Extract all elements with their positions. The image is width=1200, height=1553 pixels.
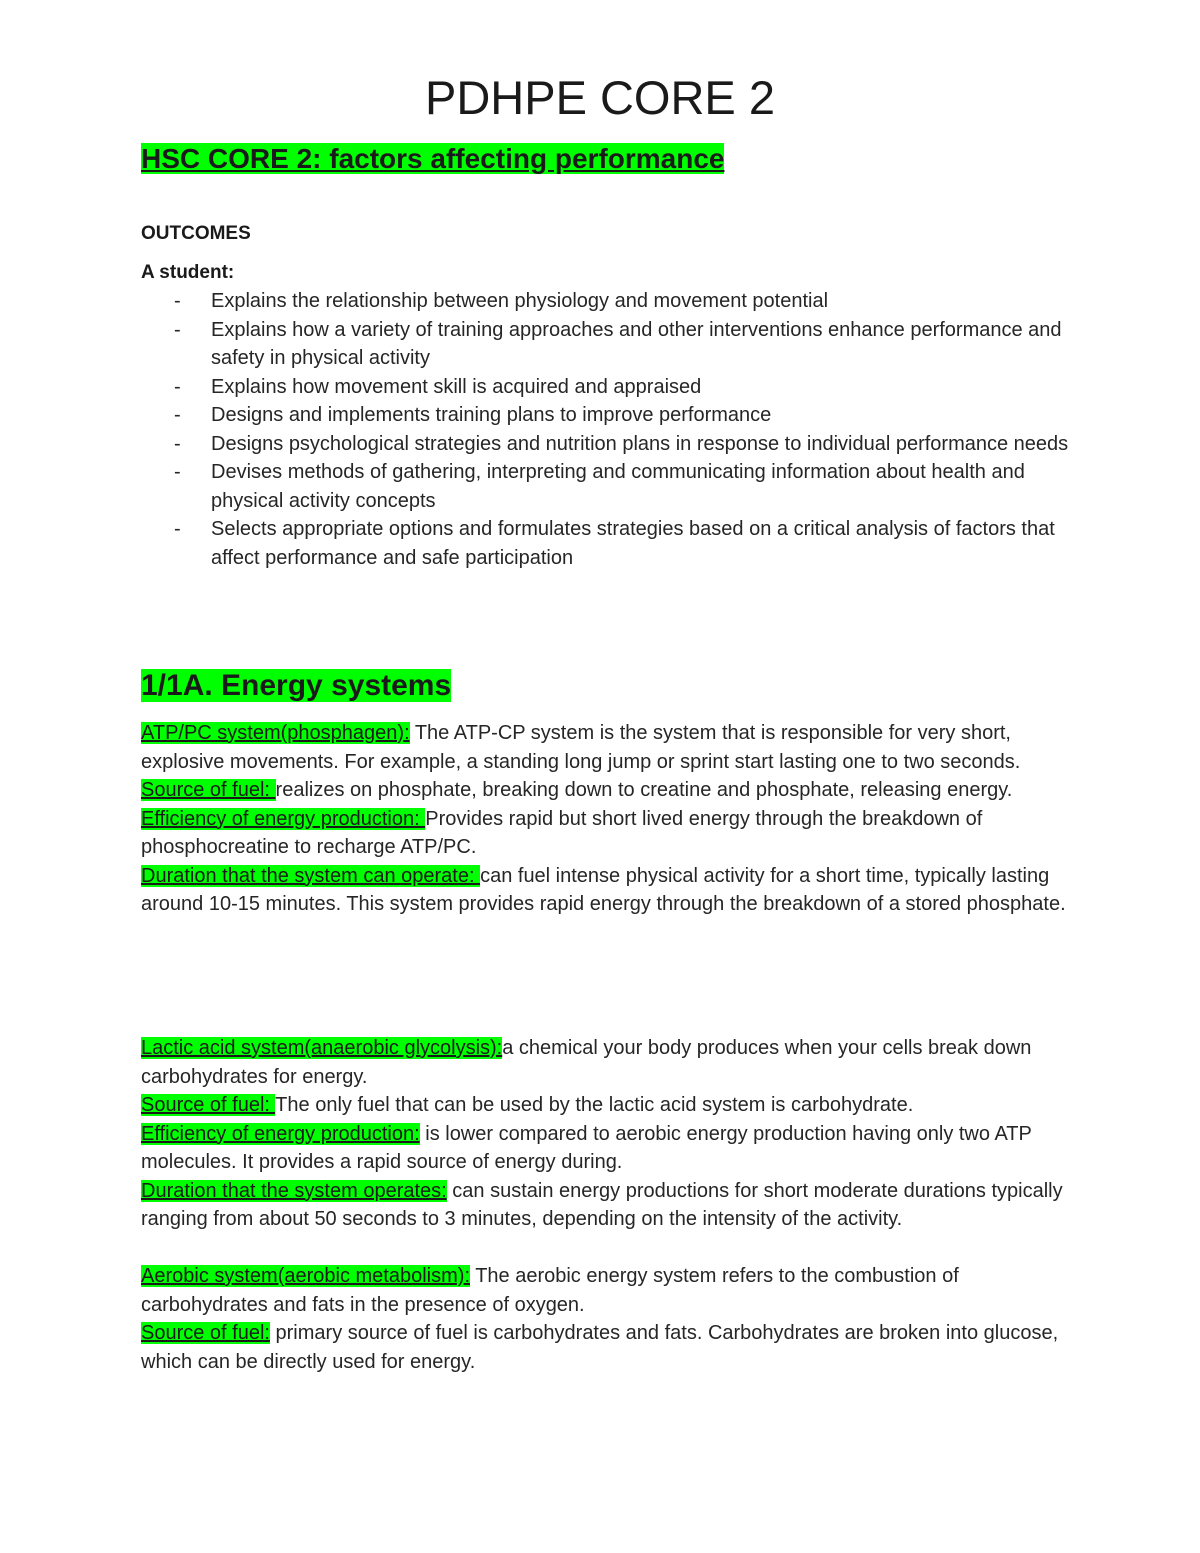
atp-pc-fuel-text: realizes on phosphate, breaking down to creatine and phosphate, releasing energy. <box>275 779 1013 801</box>
list-bullet: - <box>174 375 181 398</box>
lactic-acid-section <box>141 1034 1071 1234</box>
outcomes-list <box>141 287 1071 572</box>
atp-pc-system-label: ATP/PC system(phosphagen): <box>141 722 410 744</box>
lactic-duration-label: Duration that the system operates: <box>141 1179 447 1202</box>
aerobic-system-text: The aerobic energy system refers to the combustion of carbohydrates and fats in the presence of oxygen. <box>141 1265 959 1316</box>
list-item-text: Devises methods of gathering, interpreting and communicating information about health and physical activity concepts <box>211 461 1025 512</box>
section-heading-text: HSC CORE 2: factors affecting performance <box>141 143 725 174</box>
aerobic-fuel-text: primary source of fuel is carbohydrates and fats. Carbohydrates are broken into glucose, which can be directly used for energy. <box>141 1322 1059 1373</box>
energy-systems-heading-text: 1/1A. Energy systems <box>141 669 452 702</box>
lactic-fuel-paragraph <box>141 1091 1071 1120</box>
lactic-duration-paragraph <box>141 1177 1071 1234</box>
atp-pc-duration-text: can fuel intense physical activity for a short time, typically lasting around 10-15 minutes. This system provides rapid energy through the breakdown of a stored phosphate. <box>141 864 1066 915</box>
atp-pc-system-text: The ATP-CP system is the system that is responsible for very short, explosive movements. For example, a standing long jump or sprint start lasting one to two seconds. <box>141 722 1021 773</box>
atp-pc-duration-label: Duration that the system can operate: <box>141 864 481 887</box>
lactic-duration-text: can sustain energy productions for short moderate durations typically ranging from about 50 seconds to 3 minutes, depending on the intensity of the activity. <box>141 1179 1063 1230</box>
outcomes-label: OUTCOMES <box>141 223 251 244</box>
atp-pc-fuel-label: Source of fuel: <box>141 779 276 801</box>
student-label: A student: <box>141 262 235 283</box>
list-item-text: Designs psychological strategies and nutrition plans in response to individual performance needs <box>211 432 1069 455</box>
list-item-text: Explains the relationship between physiology and movement potential <box>211 290 829 312</box>
list-bullet: - <box>174 404 181 426</box>
lactic-efficiency-paragraph <box>141 1120 1071 1177</box>
aerobic-system-paragraph <box>141 1262 1071 1319</box>
energy-systems-heading <box>141 667 451 705</box>
list-item-text: Designs and implements training plans to improve performance <box>211 404 772 426</box>
list-item-text: Explains how a variety of training approaches and other interventions enhance performance and safety in physical activity <box>211 318 1062 369</box>
list-bullet: - <box>174 461 181 483</box>
list-item-text: Selects appropriate options and formulates strategies based on a critical analysis of factors that affect performance and safe participation <box>211 518 1055 569</box>
list-bullet: - <box>174 290 181 312</box>
list-item <box>141 430 1071 459</box>
lactic-fuel-text: The only fuel that can be used by the lactic acid system is carbohydrate. <box>275 1094 914 1116</box>
atp-pc-section <box>141 719 1071 919</box>
aerobic-system-label: Aerobic system(aerobic metabolism): <box>141 1265 470 1287</box>
list-item <box>141 316 1071 373</box>
atp-pc-fuel-paragraph <box>141 776 1071 805</box>
list-bullet: - <box>174 318 181 341</box>
atp-pc-efficiency-paragraph <box>141 805 1071 862</box>
list-bullet: - <box>174 432 181 455</box>
list-item <box>141 458 1071 515</box>
list-item <box>141 373 1071 402</box>
lactic-efficiency-label: Efficiency of energy production: <box>141 1122 420 1145</box>
list-item <box>141 515 1071 572</box>
atp-pc-duration-paragraph <box>141 862 1071 919</box>
atp-pc-system-paragraph <box>141 719 1071 776</box>
list-item-text: Explains how movement skill is acquired and appraised <box>211 375 702 398</box>
document-title: PDHPE CORE 2 <box>425 71 775 124</box>
aerobic-section <box>141 1262 1071 1376</box>
aerobic-fuel-label: Source of fuel: <box>141 1322 270 1344</box>
aerobic-fuel-paragraph <box>141 1319 1071 1376</box>
section-heading <box>141 142 724 176</box>
lactic-fuel-label: Source of fuel: <box>141 1094 276 1116</box>
atp-pc-efficiency-label: Efficiency of energy production: <box>141 807 426 830</box>
lactic-system-label: Lactic acid system(anaerobic glycolysis): <box>141 1037 503 1059</box>
lactic-system-text: a chemical your body produces when your cells break down carbohydrates for energy. <box>141 1037 1032 1088</box>
list-item <box>141 401 1071 430</box>
atp-pc-efficiency-text: Provides rapid but short lived energy through the breakdown of phosphocreatine to recharge ATP/PC. <box>141 807 983 858</box>
list-bullet: - <box>174 518 181 540</box>
lactic-efficiency-text: is lower compared to aerobic energy production having only two ATP molecules. It provides a rapid source of energy during. <box>141 1122 1032 1173</box>
lactic-system-paragraph <box>141 1034 1071 1091</box>
list-item <box>141 287 1071 316</box>
